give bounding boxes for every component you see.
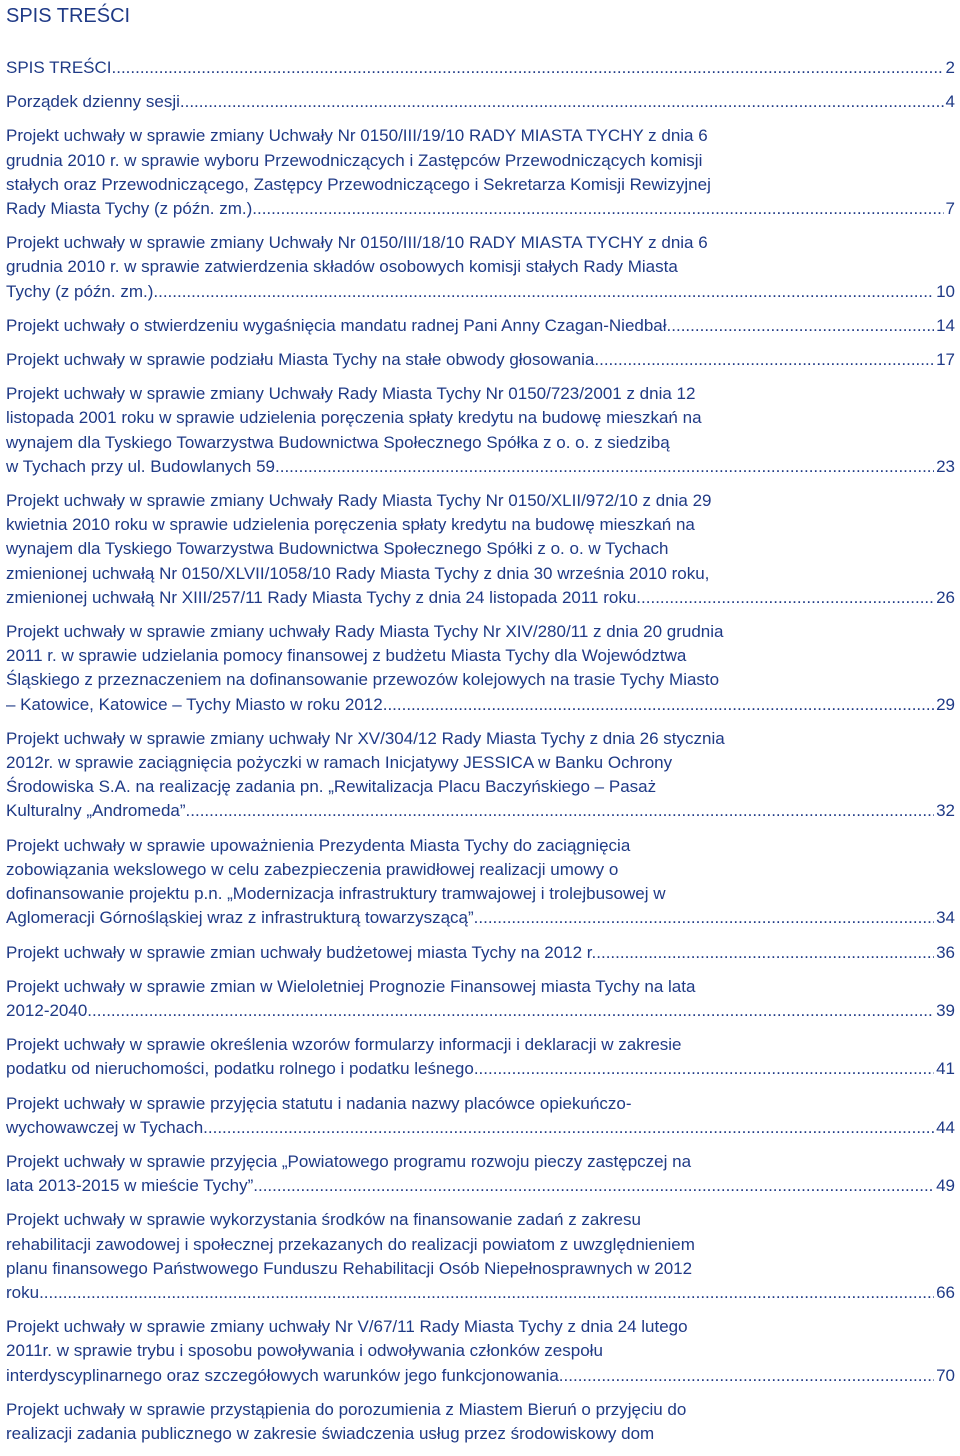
toc-entry-line: Śląskiego z przeznaczeniem na dofinansowanie przewozów kolejowych na trasie Tychy Miasto — [6, 670, 720, 690]
dot-leader — [190, 799, 934, 823]
toc-entry-line: Aglomeracji Górnośląskiej wraz z infrastrukturą towarzyszącą”. — [6, 908, 479, 928]
toc-entry-line: Projekt uchwały o stwierdzeniu wygaśnięcia mandatu radnej Pani Anny Czagan-Niedbał. — [6, 315, 672, 335]
toc-entry[interactable] — [6, 314, 955, 338]
toc-page-number: 17 — [936, 350, 955, 370]
toc-entry-line: Projekt uchwały w sprawie przyjęcia statutu i nadania nazwy placówce opiekuńczo- — [6, 1093, 632, 1113]
toc-entry[interactable] — [6, 941, 955, 965]
toc-entry[interactable] — [6, 124, 955, 221]
toc-page-number: 23 — [936, 456, 955, 476]
toc-entry-line: Projekt uchwały w sprawie zmian w Wieloletniej Prognozie Finansowej miasta Tychy na lata — [6, 976, 696, 996]
dot-leader — [92, 999, 934, 1023]
dot-leader — [596, 941, 934, 965]
toc-entry[interactable] — [6, 489, 955, 610]
toc-page-number: 70 — [936, 1365, 955, 1385]
toc-entry-line: grudnia 2010 r. w sprawie wyboru Przewodniczących i Zastępców Przewodniczących komisji — [6, 150, 703, 170]
toc-entry-line: Projekt uchwały w sprawie przystąpienia do porozumienia z Miastem Bieruń o przyjęciu do — [6, 1399, 687, 1419]
dot-leader — [158, 280, 934, 304]
dot-leader — [641, 586, 934, 610]
toc-page-number: 2 — [945, 58, 955, 77]
toc-entry-line: Projekt uchwały w sprawie upoważnienia Prezydenta Miasta Tychy do zaciągnięcia — [6, 835, 631, 855]
toc-page-number: 44 — [936, 1117, 955, 1137]
toc-entry-line: Projekt uchwały w sprawie zmiany Uchwały Nr 0150/III/18/10 RADY MIASTA TYCHY z dnia 6 — [6, 233, 708, 253]
toc-entry-line: Projekt uchwały w sprawie podziału Miasta Tychy na stałe obwody głosowania. — [6, 350, 600, 370]
table-of-contents — [6, 56, 955, 1456]
toc-entry-line: listopada 2001 roku w sprawie udzielenia poręczenia spłaty kredytu na budowę mieszkań na — [6, 408, 702, 428]
toc-entry-line: dofinansowanie projektu p.n. „Modernizacja infrastruktury tramwajowej i trolejbusowej w — [6, 884, 666, 904]
toc-entry-line: Projekt uchwały w sprawie wykorzystania środków na finansowanie zadań z zakresu — [6, 1210, 641, 1230]
toc-entry-line: realizacji zadania publicznego w zakresie świadczenia usług przez środowiskowy dom — [6, 1423, 655, 1443]
toc-page-number: 66 — [936, 1282, 955, 1302]
toc-entry-line: Projekt uchwały w sprawie zmian uchwały budżetowej miasta Tychy na 2012 r. — [6, 942, 597, 962]
dot-leader — [258, 1174, 934, 1198]
toc-entry-line: w Tychach przy ul. Budowlanych 59. — [6, 456, 280, 476]
toc-entry-line: zmienionej uchwałą Nr XIII/257/11 Rady Miasta Tychy z dnia 24 listopada 2011 roku. — [6, 587, 642, 607]
toc-entry-line: 2012-2040. — [6, 1000, 93, 1020]
toc-entry-line: wynajem dla Tyskiego Towarzystwa Budownictwa Społecznego Spółki z o. o. w Tychach — [6, 539, 669, 559]
dot-leader — [112, 56, 944, 80]
dot-leader — [280, 455, 934, 479]
toc-entry[interactable] — [6, 727, 955, 824]
dot-leader — [564, 1364, 935, 1388]
toc-entry[interactable] — [6, 382, 955, 479]
toc-entry-line: zmienionej uchwałą Nr 0150/XLVII/1058/10 Rady Miasta Tychy z dnia 30 września 2010 roku, — [6, 563, 710, 583]
toc-entry-line: zobowiązania wekslowego w celu zabezpieczenia prawidłowej realizacji umowy o — [6, 859, 619, 879]
toc-entry[interactable] — [6, 1315, 955, 1388]
toc-entry-line: Projekt uchwały w sprawie przyjęcia „Powiatowego programu rozwoju pieczy zastępczej na — [6, 1151, 692, 1171]
dot-leader — [479, 1057, 935, 1081]
toc-entry-line: SPIS TREŚCI — [6, 58, 112, 77]
toc-entry[interactable] — [6, 1092, 955, 1140]
toc-page-number: 26 — [936, 587, 955, 607]
toc-entry[interactable] — [6, 1208, 955, 1305]
toc-page-number: 34 — [936, 908, 955, 928]
toc-entry-line: Projekt uchwały w sprawie zmiany uchwały Nr XV/304/12 Rady Miasta Tychy z dnia 26 stycznia — [6, 728, 725, 748]
toc-entry-line: Porządek dzienny sesji. — [6, 92, 185, 112]
toc-page-number: 7 — [945, 199, 955, 219]
dot-leader — [599, 348, 934, 372]
toc-entry-line: Środowiska S.A. na realizację zadania pn. „Rewitalizacja Placu Baczyńskiego – Pasaż — [6, 777, 657, 797]
dot-leader — [478, 906, 934, 930]
toc-page-number: 14 — [936, 315, 955, 335]
toc-entry-line: kwietnia 2010 roku w sprawie udzielenia poręczenia spłaty kredytu na budowę mieszkań na — [6, 515, 695, 535]
toc-entry-line: wynajem dla Tyskiego Towarzystwa Budownictwa Społecznego Spółka z o. o. z siedzibą — [6, 432, 670, 452]
toc-page-number: 49 — [936, 1176, 955, 1196]
toc-entry-line: Projekt uchwały w sprawie określenia wzorów formularzy informacji i deklaracji w zakresie — [6, 1035, 682, 1055]
toc-entry-line: – Katowice, Katowice – Tychy Miasto w roku 2012. — [6, 694, 388, 714]
dot-leader — [257, 197, 944, 221]
toc-entry-line: rehabilitacji zawodowej i społecznej przekazanych do realizacji powiatom z uwzględnieniem — [6, 1234, 695, 1254]
toc-entry[interactable] — [6, 90, 955, 114]
page-title: SPIS TREŚCI — [6, 5, 131, 27]
toc-entry-line: Projekt uchwały w sprawie zmiany uchwały Nr V/67/11 Rady Miasta Tychy z dnia 24 lutego — [6, 1317, 688, 1337]
toc-page-number: 41 — [936, 1059, 955, 1079]
toc-page-number: 36 — [936, 942, 955, 962]
toc-entry-line: Projekt uchwały w sprawie zmiany uchwały Rady Miasta Tychy Nr XIV/280/11 z dnia 20 grudnia — [6, 622, 724, 642]
toc-entry-line: Rady Miasta Tychy (z późn. zm.). — [6, 199, 257, 219]
toc-entry-line: lata 2013-2015 w mieście Tychy”. — [6, 1176, 258, 1196]
toc-entry-line: 2011 r. w sprawie udzielania pomocy finansowej z budżetu Miasta Tychy dla Województwa — [6, 646, 687, 666]
dot-leader — [208, 1116, 934, 1140]
toc-entry-line: grudnia 2010 r. w sprawie zatwierdzenia składów osobowych komisji stałych Rady Miasta — [6, 257, 678, 277]
dot-leader — [671, 314, 934, 338]
toc-page-number: 32 — [936, 801, 955, 821]
toc-page-number: 4 — [945, 92, 955, 112]
toc-entry-line: planu finansowego Państwowego Funduszu Rehabilitacji Osób Niepełnosprawnych w 2012 — [6, 1258, 693, 1278]
toc-page-number: 29 — [936, 694, 955, 714]
toc-entry-line: Projekt uchwały w sprawie zmiany Uchwały Nr 0150/III/19/10 RADY MIASTA TYCHY z dnia 6 — [6, 126, 708, 146]
dot-leader — [387, 693, 934, 717]
dot-leader — [44, 1281, 934, 1305]
toc-entry[interactable] — [6, 56, 955, 80]
toc-entry-line: 2011r. w sprawie trybu i sposobu powoływania i odwoływania członków zespołu — [6, 1341, 603, 1361]
toc-entry[interactable] — [6, 1398, 955, 1446]
toc-entry-line: Tychy (z późn. zm.). — [6, 281, 159, 301]
toc-entry-line: roku. — [6, 1282, 44, 1302]
toc-entry-line: Projekt uchwały w sprawie zmiany Uchwały Rady Miasta Tychy Nr 0150/XLII/972/10 z dnia 29 — [6, 491, 712, 511]
toc-entry-line: podatku od nieruchomości, podatku rolnego i podatku leśnego. — [6, 1059, 479, 1079]
toc-entry[interactable] — [6, 348, 955, 372]
toc-entry[interactable] — [6, 1150, 955, 1198]
toc-entry-line: Kulturalny „Andromeda”. — [6, 801, 191, 821]
toc-page-number: 10 — [936, 281, 955, 301]
toc-page-number: 39 — [936, 1000, 955, 1020]
toc-entry-line: wychowawczej w Tychach. — [6, 1117, 208, 1137]
toc-entry-line: 2012r. w sprawie zaciągnięcia pożyczki w ramach Inicjatywy JESSICA w Banku Ochrony — [6, 753, 673, 773]
toc-entry-line: Projekt uchwały w sprawie zmiany Uchwały Rady Miasta Tychy Nr 0150/723/2001 z dnia 12 — [6, 384, 696, 404]
dot-leader — [185, 90, 944, 114]
toc-entry[interactable] — [6, 1033, 955, 1081]
toc-entry[interactable] — [6, 231, 955, 304]
toc-entry-line: interdyscyplinarnego oraz szczegółowych warunków jego funkcjonowania. — [6, 1365, 564, 1385]
toc-entry-line: stałych oraz Przewodniczącego, Zastępcy Przewodniczącego i Sekretarza Komisji Rewizyjnej — [6, 174, 711, 194]
toc-entry[interactable] — [6, 620, 955, 717]
toc-entry[interactable] — [6, 975, 955, 1023]
toc-entry[interactable] — [6, 834, 955, 931]
